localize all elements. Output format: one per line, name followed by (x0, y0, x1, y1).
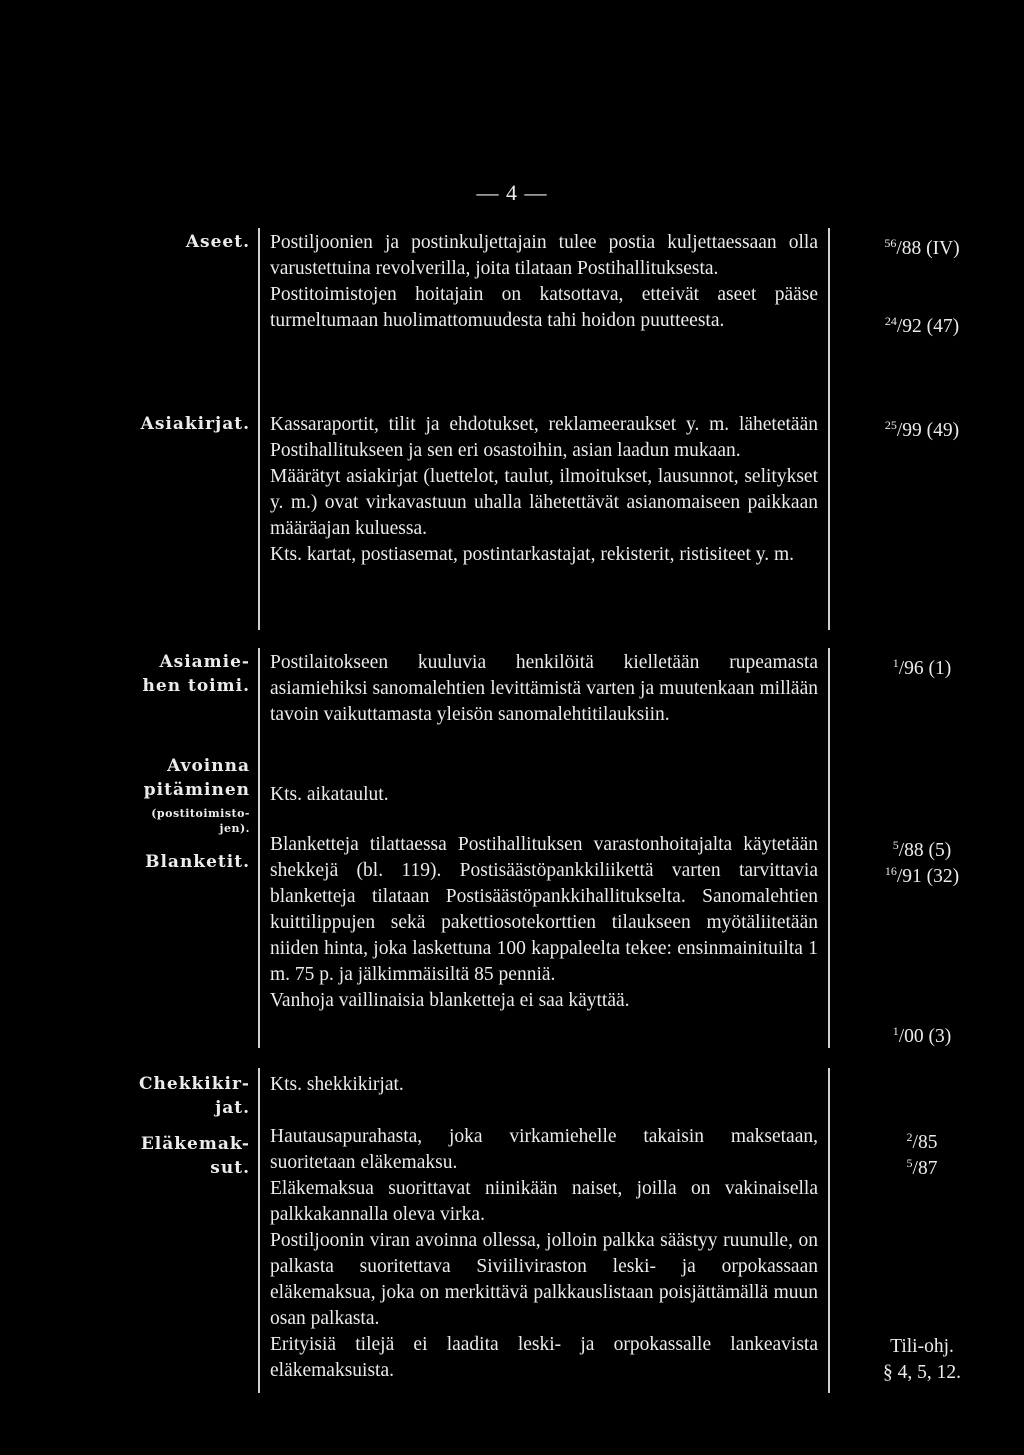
margin-title-line: jat. (215, 1098, 250, 1118)
margin-title-line: Eläkemak- (140, 1134, 250, 1154)
ref-text: /96 (1) (898, 658, 952, 679)
elakemaksut-text (270, 1124, 818, 1384)
ref-text: /88 (5) (898, 840, 952, 861)
margin-subtitle-avoinna (151, 806, 250, 836)
aseet-paragraph-1: Postiljoonien ja postinkuljettajain tulee postia kuljettaessaan olla varustettuina revolverilla, joita tilataan Postihallituksesta. (270, 232, 818, 279)
page-number: — 4 — (476, 180, 548, 205)
aseet-text (270, 230, 818, 334)
ref-sup: 2 (906, 1130, 913, 1144)
margin-title-blanketit: Blanketit. (145, 852, 250, 872)
margin-subtitle-line: (postitoimisto- (151, 807, 250, 820)
ref-blanketit-2 (832, 858, 1012, 890)
asiamiehen-toimi-text (270, 650, 818, 728)
ref-text: /91 (32) (896, 866, 960, 887)
margin-title-line: sut. (210, 1158, 250, 1178)
asiamiehen-toimi-paragraph: Postilaitokseen kuuluvia henkilöitä kielletään rupeamasta asiamiehiksi sanomalehtien levittämistä varten ja muutenkaan millään tavoin vaikuttamasta yleisön sanomalehtitilauksiin. (270, 652, 818, 725)
chekkikirjat-paragraph: Kts. shekkikirjat. (270, 1074, 404, 1095)
avoinna-pitaminen-paragraph: Kts. aikataulut. (270, 784, 389, 805)
ref-text: § 4, 5, 12. (883, 1362, 961, 1383)
ref-sup: 16 (884, 864, 897, 878)
ref-aseet-2 (832, 308, 1012, 340)
ref-text: /99 (49) (896, 420, 960, 441)
asiakirjat-paragraph-3: Kts. kartat, postiasemat, postintarkastajat, rekisterit, ristisiteet y. m. (270, 544, 795, 565)
margin-title-line: Avoinna (167, 756, 250, 776)
elakemaksut-paragraph-2: Eläkemaksua suorittavat niinikään naiset, joilla on vakinaisella palkkakannalla oleva virka. (270, 1178, 818, 1225)
left-rule-asiakirjat (258, 300, 260, 630)
aseet-paragraph-2: Postitoimistojen hoitajain on katsottava, etteivät aseet pääse turmeltumaan huolimattomuudesta tahi hoidon puutteesta. (270, 284, 818, 331)
margin-title-avoinna-pitaminen (144, 754, 250, 802)
margin-title-line: Chekkikir- (139, 1074, 250, 1094)
ref-text: Tili-ohj. (890, 1336, 954, 1357)
ref-sup: 56 (884, 236, 897, 250)
ref-text: /85 (912, 1132, 938, 1153)
asiakirjat-paragraph-2: Määrätyt asiakirjat (luettelot, taulut, ilmoitukset, lausunnot, selitykset y. m.) ovat virkavastuun uhalla lähetettävät asianomaiseen paikkaan määräajan kuluessa. (270, 466, 818, 539)
elakemaksut-paragraph-1: Hautausapurahasta, joka virkamiehelle takaisin maksetaan, suoritetaan eläkemaksu. (270, 1126, 818, 1173)
margin-title-asiamiehen-toimi (143, 650, 250, 698)
right-rule-elakemaksut (828, 1068, 830, 1393)
ref-text: /92 (47) (896, 316, 960, 337)
ref-sup: 1 (892, 656, 899, 670)
ref-asiamiehen-toimi (832, 650, 1012, 682)
margin-subtitle-line: jen). (219, 822, 250, 835)
margin-title-asiakirjat: Asiakirjat. (140, 414, 250, 434)
ref-text: /88 (IV) (896, 238, 960, 259)
margin-title-line: pitäminen (143, 780, 250, 800)
chekkikirjat-text (270, 1072, 818, 1098)
ref-elakemaksut-3 (832, 1334, 1012, 1360)
ref-text: /87 (912, 1158, 938, 1179)
ref-asiakirjat-1 (832, 412, 1012, 444)
ref-aseet-1 (832, 230, 1012, 262)
asiakirjat-text (270, 412, 818, 568)
ref-sup: 5 (906, 1156, 913, 1170)
elakemaksut-paragraph-4: Erityisiä tilejä ei laadita leski- ja orpokassalle lankeavista eläkemaksuista. (270, 1334, 818, 1381)
margin-title-aseet: Aseet. (185, 232, 250, 252)
ref-sup: 25 (884, 418, 897, 432)
avoinna-pitaminen-text (270, 782, 818, 808)
margin-title-chekkikirjat (139, 1072, 250, 1120)
ref-sup: 1 (892, 1024, 899, 1038)
ref-blanketit-3 (832, 1018, 1012, 1050)
asiakirjat-paragraph-1: Kassaraportit, tilit ja ehdotukset, reklameeraukset y. m. lähetetään Postihallitukseen ja sen eri osastoihin, asian laadun mukaan. (270, 414, 818, 461)
margin-title-line: Asiamie- (159, 652, 250, 672)
elakemaksut-paragraph-3: Postiljoonin viran avoinna ollessa, jolloin palkka säästyy ruunulle, on palkasta suoritettava Siviiliviraston leski- ja orpokassaan eläkemaksua, joka on merkittävä palkkauslistaan poisjättämällä muun osan palkasta. (270, 1230, 818, 1329)
right-rule-asiamies (828, 648, 830, 1048)
blanketit-paragraph-2: Vanhoja vaillinaisia blanketteja ei saa käyttää. (270, 990, 630, 1011)
ref-elakemaksut-2 (832, 1150, 1012, 1182)
margin-title-line: hen toimi. (142, 676, 250, 696)
margin-title-elakemaksut (141, 1132, 250, 1180)
ref-text: /00 (3) (898, 1026, 952, 1047)
ref-sup: 5 (892, 838, 899, 852)
blanketit-paragraph-1: Blanketteja tilattaessa Postihallituksen varastonhoitajalta käytetään shekkejä (bl. 119). Postisäästöpankkiliikettä varten tarvittavia blanketteja tilataan Postisäästöpankkihallitukselta. Sanomalehtien kuittilippujen sekä pakettiosotekorttien tilaukseen myötäliitetään niiden hinta, joka laskettuna 100 kappaleelta tekee: ensinmainituilta 1 m. 75 p. ja jälkimmäisiltä 85 penniä. (270, 834, 818, 985)
ref-elakemaksut-4 (832, 1360, 1012, 1386)
right-rule-asiakirjat (828, 300, 830, 630)
blanketit-text (270, 832, 818, 1014)
left-rule-elakemaksut (258, 1068, 260, 1393)
left-rule-asiamies (258, 648, 260, 1048)
ref-sup: 24 (884, 314, 897, 328)
